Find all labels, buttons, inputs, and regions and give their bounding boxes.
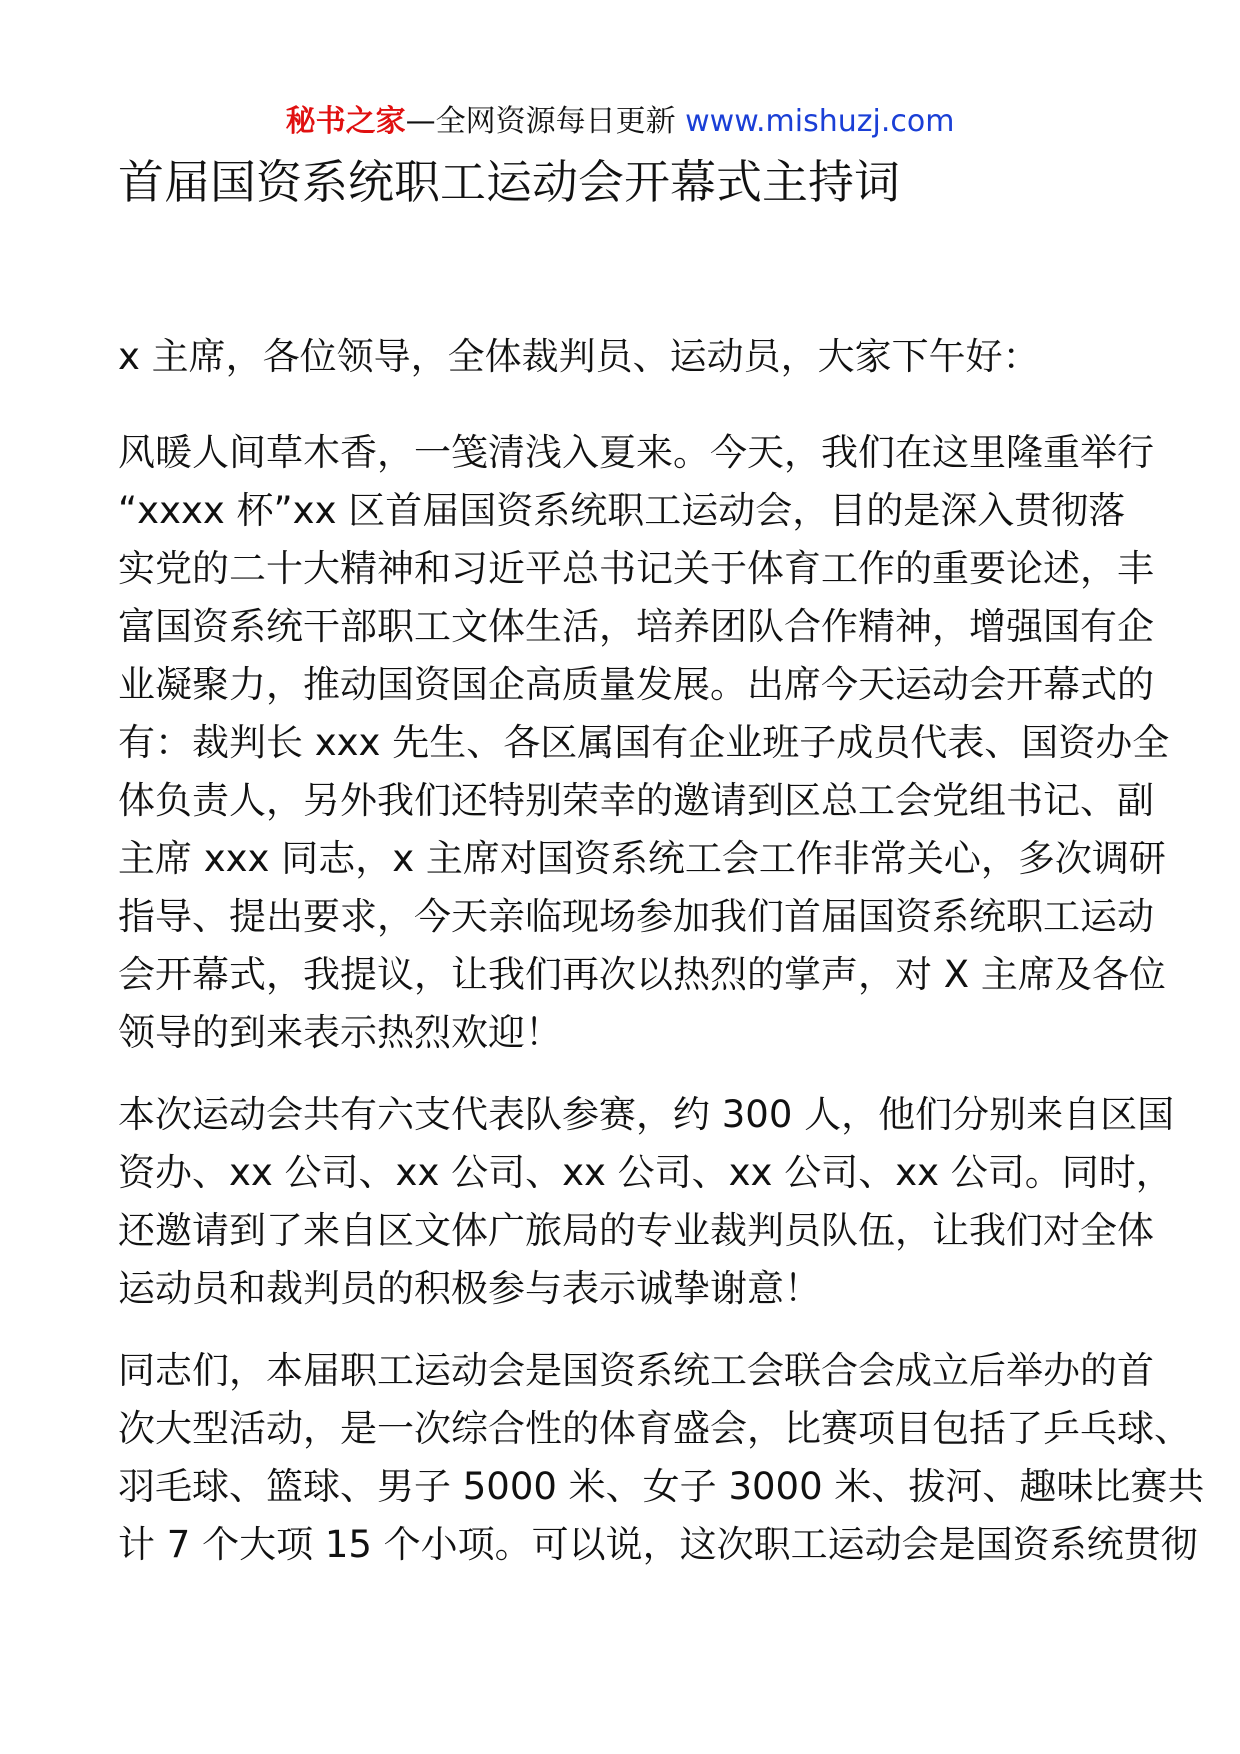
brand-name: 秘书之家 [285, 104, 406, 139]
paragraph-line: 主席 xxx 同志，x 主席对国资系统工会工作非常关心，多次调研 [118, 837, 1166, 880]
paragraph-line: 有：裁判长 xxx 先生、各区属国有企业班子成员代表、国资办全 [118, 721, 1170, 764]
document-body [118, 328, 1205, 1598]
site-url-link[interactable]: www.mishuzj.com [685, 104, 955, 139]
paragraph-line: 风暖人间草木香，一笺清浅入夏来。今天，我们在这里隆重举行 [118, 431, 1154, 474]
paragraph-1 [118, 424, 1180, 1062]
header-tagline: —全网资源每日更新 [405, 104, 676, 139]
paragraph-line: 领导的到来表示热烈欢迎！ [118, 1011, 562, 1054]
paragraph-line: 次大型活动，是一次综合性的体育盛会，比赛项目包括了乒乓球、 [118, 1407, 1191, 1450]
paragraph-line: 资办、xx 公司、xx 公司、xx 公司、xx 公司、xx 公司。同时， [118, 1151, 1173, 1194]
paragraph-line: 还邀请到了来自区文体广旅局的专业裁判员队伍，让我们对全体 [118, 1209, 1154, 1252]
paragraph-line: 实党的二十大精神和习近平总书记关于体育工作的重要论述，丰 [118, 547, 1154, 590]
paragraph-line: 富国资系统干部职工文体生活，培养团队合作精神，增强国有企 [118, 605, 1154, 648]
paragraph-line: 指导、提出要求，今天亲临现场参加我们首届国资系统职工运动 [118, 895, 1154, 938]
paragraph-line: 运动员和裁判员的积极参与表示诚挚谢意！ [118, 1267, 821, 1310]
greeting-paragraph: x 主席，各位领导，全体裁判员、运动员，大家下午好： [118, 335, 1040, 378]
paragraph-3 [118, 1342, 1205, 1574]
paragraph-line: 羽毛球、篮球、男子 5000 米、女子 3000 米、拔河、趣味比赛共 [118, 1465, 1205, 1508]
document-title: 首届国资系统职工运动会开幕式主持词 [118, 155, 900, 209]
paragraph-line: 本次运动会共有六支代表队参赛，约 300 人，他们分别来自区国 [118, 1093, 1175, 1136]
site-header [0, 102, 1240, 142]
paragraph-line: 计 7 个大项 15 个小项。可以说，这次职工运动会是国资系统贯彻 [118, 1523, 1198, 1566]
paragraph-line: 体负责人，另外我们还特别荣幸的邀请到区总工会党组书记、副 [118, 779, 1154, 822]
paragraph-line: 业凝聚力，推动国资国企高质量发展。出席今天运动会开幕式的 [118, 663, 1154, 706]
paragraph-line: 会开幕式，我提议，让我们再次以热烈的掌声，对 X 主席及各位 [118, 953, 1166, 996]
paragraph-line: 同志们，本届职工运动会是国资系统工会联合会成立后举办的首 [118, 1349, 1154, 1392]
paragraph-2 [118, 1086, 1180, 1318]
paragraph-line: “xxxx 杯”xx 区首届国资系统职工运动会，目的是深入贯彻落 [118, 489, 1126, 532]
